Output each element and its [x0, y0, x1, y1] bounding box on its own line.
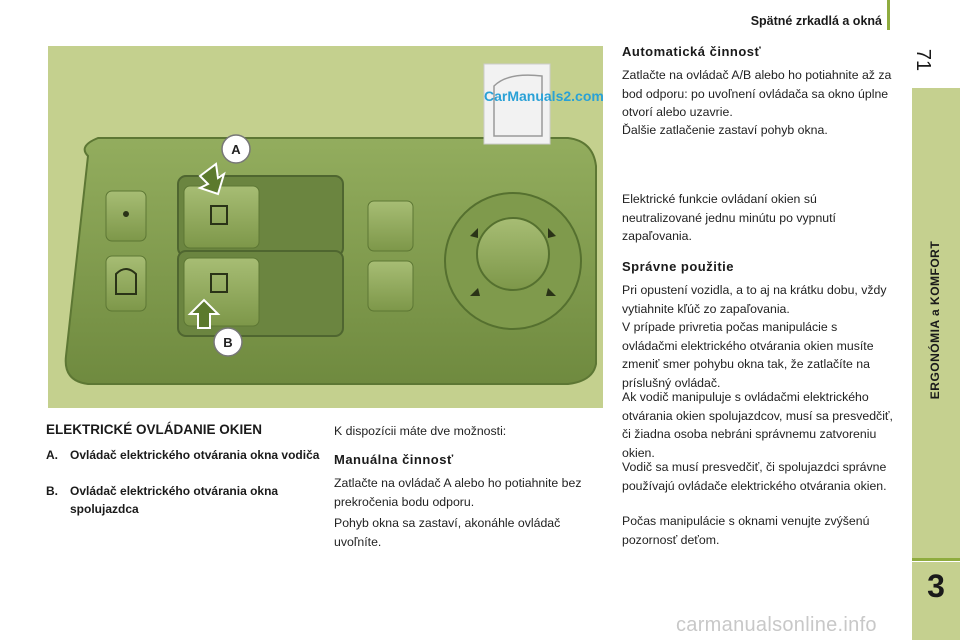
correct-use-paragraph-2: V prípade privretia počas manipulácie s ovládačmi elektrického otvárania okien musíte zmeniť smer pohybu okna tak, že zatlačíte na príslušný ovládač.: [622, 320, 874, 390]
lock-indicator-dot: [123, 211, 129, 217]
callout-a-label: A: [231, 142, 241, 157]
auto-paragraph-2: Ďalšie zatlačenie zastaví pohyb okna.: [622, 123, 828, 137]
main-title: ELEKTRICKÉ OVLÁDANIE OKIEN: [46, 422, 263, 437]
manual-heading: Manuálna činnosť: [334, 452, 454, 467]
legend-key-a: A.: [46, 448, 58, 462]
switch-a-rocker: [184, 186, 259, 248]
chapter-divider: [912, 558, 960, 561]
neutralization-paragraph: Elektrické funkcie ovládaní okien sú neutralizované jednu minútu po vypnutí zapaľovania.: [622, 192, 836, 243]
callout-b-label: B: [223, 335, 233, 350]
mirror-fold-button: [368, 201, 413, 251]
correct-use-paragraph-5: Počas manipulácie s oknami venujte zvýšenú pozornosť deťom.: [622, 514, 870, 547]
page-number: 71: [912, 48, 934, 72]
correct-use-paragraph-1: Pri opustení vozidla, a to aj na krátku dobu, vždy vytiahnite kľúč zo zapaľovania.: [622, 283, 887, 316]
chapter-label: ERGONÓMIA a KOMFORT: [928, 240, 942, 400]
intro-text: K dispozícii máte dve možnosti:: [334, 424, 507, 438]
header-divider: [887, 0, 890, 30]
legend-text-b: Ovládač elektrického otvárania okna spolujazdca: [70, 484, 279, 516]
correct-use-heading: Správne použitie: [622, 259, 735, 274]
chapter-number: 3: [927, 568, 945, 604]
figure-watermark: CarManuals2.com: [484, 88, 604, 104]
footer-watermark: carmanualsonline.info: [676, 614, 877, 636]
legend-item-a: [46, 446, 321, 486]
legend-key-b: B.: [46, 484, 58, 498]
auto-heading: Automatická činnosť: [622, 44, 762, 59]
mirror-heat-button: [368, 261, 413, 311]
manual-paragraph-2: Pohyb okna sa zastaví, akonáhle ovládač uvoľníte.: [334, 516, 561, 549]
child-lock-button: [106, 256, 146, 311]
legend-item-b: [46, 482, 321, 522]
mirror-adjust-knob: [477, 218, 549, 290]
auto-paragraph-1: Zatlačte na ovládač A/B alebo ho potiahnite až za bod odporu: po uvoľnení ovládača sa okno úplne otvorí alebo uzavrie.: [622, 68, 892, 119]
correct-use-paragraph-3: Ak vodič manipuluje s ovládačmi elektrického otvárania okien spolujazdcov, musí sa presvedčiť, či žiadna osoba nebráni správnemu zatvoreniu okien.: [622, 390, 893, 460]
legend-text-a: Ovládač elektrického otvárania okna vodiča: [70, 448, 320, 462]
section-header: Spätné zrkadlá a okná: [750, 14, 882, 28]
correct-use-paragraph-4: Vodič sa musí presvedčiť, či spolujazdci správne používajú ovládače elektrického otvárania okien.: [622, 460, 887, 493]
manual-paragraph-1: Zatlačte na ovládač A alebo ho potiahnite bez prekročenia bodu odporu.: [334, 476, 582, 509]
